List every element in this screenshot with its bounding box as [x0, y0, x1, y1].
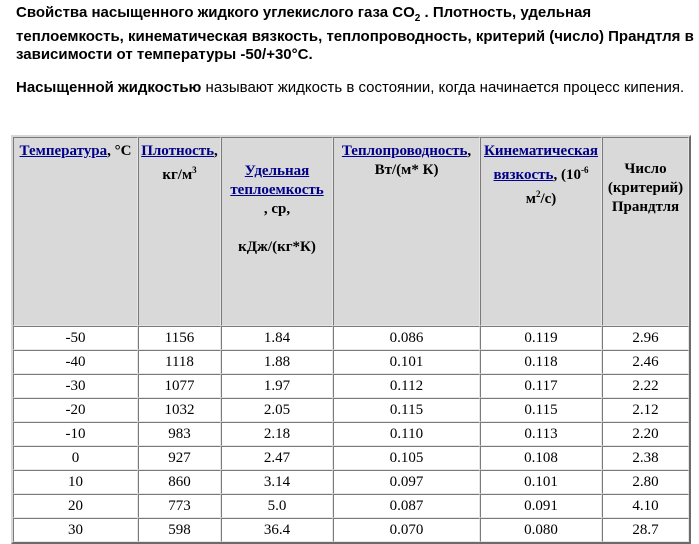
intro-title-part2: . Плотность, удельная теплоемкость, кинематическая вязкость, теплопроводность, критерий (число) Прандтля в зависимости от температуры -50/+30°C. [16, 4, 694, 63]
table-header-row [13, 137, 689, 326]
cell-density: 927 [138, 446, 221, 470]
cell-prandtl: 2.80 [602, 470, 689, 494]
cell-prandtl: 2.96 [602, 326, 689, 350]
density-unit-sup: 3 [192, 165, 197, 175]
table-row [13, 398, 689, 422]
cell-prandtl: 2.20 [602, 422, 689, 446]
viscosity-unit-b: м [525, 191, 536, 207]
table-row [13, 494, 689, 518]
definition-paragraph [16, 79, 696, 97]
cell-heat-capacity: 2.18 [221, 422, 333, 446]
header-density [138, 137, 221, 326]
cell-temperature: 20 [13, 494, 138, 518]
temperature-unit: , °С [107, 143, 132, 159]
cell-density: 773 [138, 494, 221, 518]
cell-prandtl: 2.22 [602, 374, 689, 398]
cell-heat-capacity: 1.84 [221, 326, 333, 350]
cell-temperature: 10 [13, 470, 138, 494]
density-unit: , кг/м [162, 143, 218, 183]
header-prandtl [602, 137, 689, 326]
table-row [13, 326, 689, 350]
viscosity-unit-c: /с) [540, 191, 557, 207]
header-viscosity [480, 137, 602, 326]
cell-density: 860 [138, 470, 221, 494]
cell-viscosity: 0.113 [480, 422, 602, 446]
properties-table [11, 135, 691, 544]
cell-temperature: -20 [13, 398, 138, 422]
cell-prandtl: 2.38 [602, 446, 689, 470]
cell-conductivity: 0.101 [333, 350, 480, 374]
conductivity-unit: , Вт/(м* К) [374, 143, 472, 178]
cell-viscosity: 0.101 [480, 470, 602, 494]
cell-conductivity: 0.070 [333, 518, 480, 542]
table-row [13, 518, 689, 542]
intro-title-part1: Свойства насыщенного жидкого углекислого газа CO [16, 4, 415, 21]
cell-temperature: 30 [13, 518, 138, 542]
cell-conductivity: 0.086 [333, 326, 480, 350]
header-temperature [13, 137, 138, 326]
density-link[interactable]: Плотность [141, 143, 215, 159]
cell-density: 1118 [138, 350, 221, 374]
table-body [13, 326, 689, 542]
cell-prandtl: 2.46 [602, 350, 689, 374]
cell-temperature: -10 [13, 422, 138, 446]
cell-viscosity: 0.117 [480, 374, 602, 398]
cell-viscosity: 0.080 [480, 518, 602, 542]
cell-heat-capacity: 5.0 [221, 494, 333, 518]
cell-density: 983 [138, 422, 221, 446]
table-row [13, 470, 689, 494]
cell-heat-capacity: 3.14 [221, 470, 333, 494]
heat-capacity-unit: кДж/(кг*К) [238, 239, 316, 255]
cell-conductivity: 0.112 [333, 374, 480, 398]
table-row [13, 422, 689, 446]
viscosity-unit-a: , (10 [553, 167, 581, 183]
table-row [13, 446, 689, 470]
cell-heat-capacity: 1.97 [221, 374, 333, 398]
cell-conductivity: 0.115 [333, 398, 480, 422]
cell-prandtl: 28.7 [602, 518, 689, 542]
cell-heat-capacity: 1.88 [221, 350, 333, 374]
heat-capacity-link[interactable]: Удельная теплоемкость [230, 163, 324, 198]
cell-viscosity: 0.115 [480, 398, 602, 422]
intro-title [16, 4, 694, 63]
cell-temperature: -40 [13, 350, 138, 374]
cell-heat-capacity: 2.05 [221, 398, 333, 422]
cell-heat-capacity: 2.47 [221, 446, 333, 470]
prandtl-label: Число (критерий) Прандтля [607, 161, 684, 215]
cell-conductivity: 0.097 [333, 470, 480, 494]
cell-viscosity: 0.091 [480, 494, 602, 518]
cell-temperature: -30 [13, 374, 138, 398]
cell-density: 1156 [138, 326, 221, 350]
heat-capacity-symbol: , ср, [263, 201, 291, 217]
cell-temperature: -50 [13, 326, 138, 350]
definition-text: называют жидкость в состоянии, когда начинается процесс кипения. [201, 79, 685, 96]
cell-conductivity: 0.105 [333, 446, 480, 470]
viscosity-link[interactable]: Кинематическая вязкость [483, 143, 599, 183]
cell-density: 1077 [138, 374, 221, 398]
cell-temperature: 0 [13, 446, 138, 470]
temperature-link[interactable]: Температура [19, 143, 108, 159]
cell-density: 598 [138, 518, 221, 542]
viscosity-unit-sup2: 2 [535, 189, 541, 199]
cell-viscosity: 0.118 [480, 350, 602, 374]
header-heat-capacity [221, 137, 333, 326]
table-row [13, 350, 689, 374]
cell-viscosity: 0.119 [480, 326, 602, 350]
definition-term: Насыщенной жидкостью [16, 79, 202, 96]
cell-heat-capacity: 36.4 [221, 518, 333, 542]
cell-conductivity: 0.110 [333, 422, 480, 446]
viscosity-unit-sup1: -6 [580, 165, 589, 175]
cell-prandtl: 4.10 [602, 494, 689, 518]
intro-title-subscript: 2 [414, 13, 421, 24]
cell-conductivity: 0.087 [333, 494, 480, 518]
conductivity-link[interactable]: Теплопроводность [341, 143, 468, 159]
cell-prandtl: 2.12 [602, 398, 689, 422]
header-conductivity [333, 137, 480, 326]
page-intro [16, 4, 696, 64]
table-row [13, 374, 689, 398]
cell-density: 1032 [138, 398, 221, 422]
cell-viscosity: 0.108 [480, 446, 602, 470]
